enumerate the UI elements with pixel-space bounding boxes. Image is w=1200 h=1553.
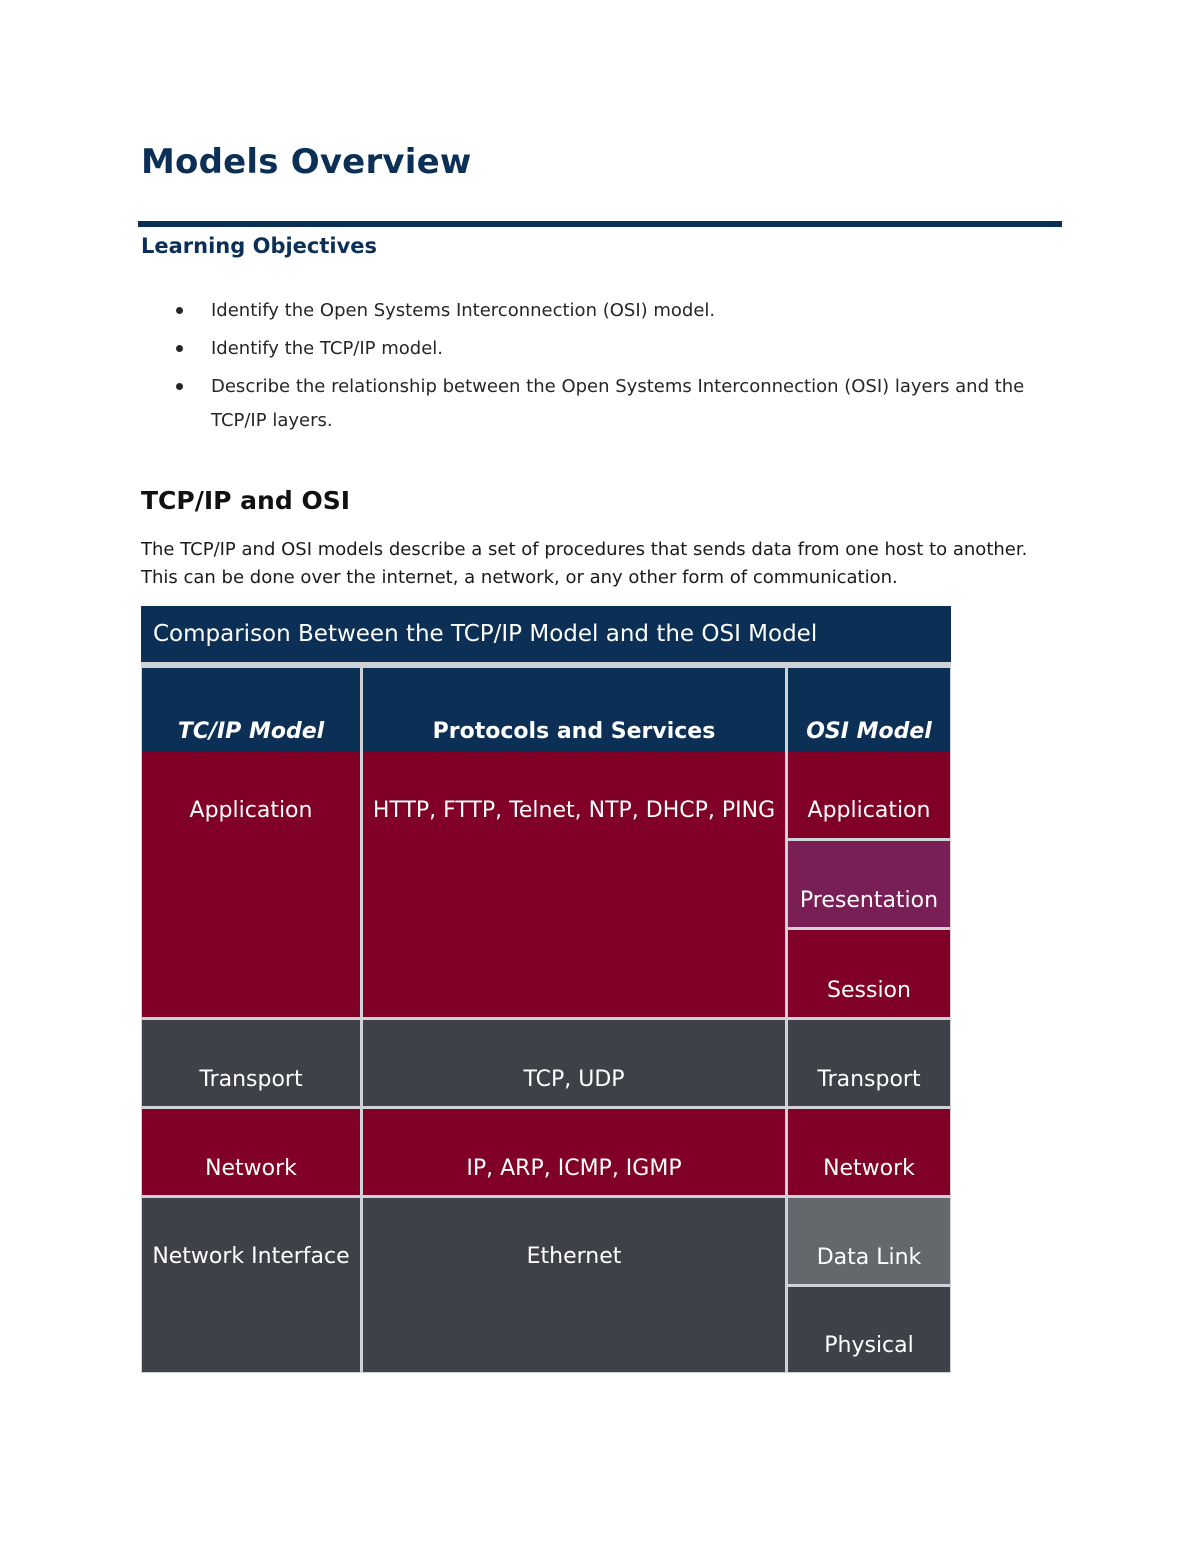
osi-application-cell: Application xyxy=(788,752,950,838)
header-tcpip-model: TC/IP Model xyxy=(142,668,360,756)
tcpip-network-interface-cell: Network Interface xyxy=(142,1198,360,1372)
bullet-icon xyxy=(176,307,183,314)
protocols-network-cell: IP, ARP, ICMP, IGMP xyxy=(363,1109,785,1195)
section-heading: TCP/IP and OSI xyxy=(141,486,351,515)
bullet-icon xyxy=(176,383,183,390)
list-item xyxy=(141,370,1041,438)
table-caption: Comparison Between the TCP/IP Model and the OSI Model xyxy=(141,606,951,662)
objective-text: Identify the Open Systems Interconnection (OSI) model. xyxy=(211,300,716,321)
osi-session-cell: Session xyxy=(788,930,950,1017)
osi-transport-cell: Transport xyxy=(788,1020,950,1106)
intro-paragraph xyxy=(141,536,1061,592)
osi-data-link-cell: Data Link xyxy=(788,1198,950,1284)
page-title: Models Overview xyxy=(141,142,472,182)
protocols-application-cell: HTTP, FTTP, Telnet, NTP, DHCP, PING xyxy=(363,752,785,1017)
objective-text: Describe the relationship between the Open Systems Interconnection (OSI) layers and the TCP/IP layers. xyxy=(211,376,1025,431)
protocols-transport-cell: TCP, UDP xyxy=(363,1020,785,1106)
list-item xyxy=(141,332,1041,366)
title-divider xyxy=(138,221,1062,227)
header-protocols-services: Protocols and Services xyxy=(363,668,785,756)
comparison-table xyxy=(141,606,951,1373)
tcpip-network-cell: Network xyxy=(142,1109,360,1195)
intro-line: This can be done over the internet, a network, or any other form of communication. xyxy=(141,567,898,588)
osi-network-cell: Network xyxy=(788,1109,950,1195)
learning-objectives-heading: Learning Objectives xyxy=(141,234,378,258)
osi-physical-cell: Physical xyxy=(788,1287,950,1372)
bullet-icon xyxy=(176,345,183,352)
osi-presentation-cell: Presentation xyxy=(788,841,950,927)
header-osi-model: OSI Model xyxy=(788,668,950,756)
tcpip-application-cell: Application xyxy=(142,752,360,1017)
list-item xyxy=(141,294,1041,328)
tcpip-transport-cell: Transport xyxy=(142,1020,360,1106)
objective-text: Identify the TCP/IP model. xyxy=(211,338,444,359)
protocols-network-interface-cell: Ethernet xyxy=(363,1198,785,1372)
intro-line: The TCP/IP and OSI models describe a set of procedures that sends data from one host to another. xyxy=(141,539,1028,560)
learning-objectives-list xyxy=(141,294,1041,442)
